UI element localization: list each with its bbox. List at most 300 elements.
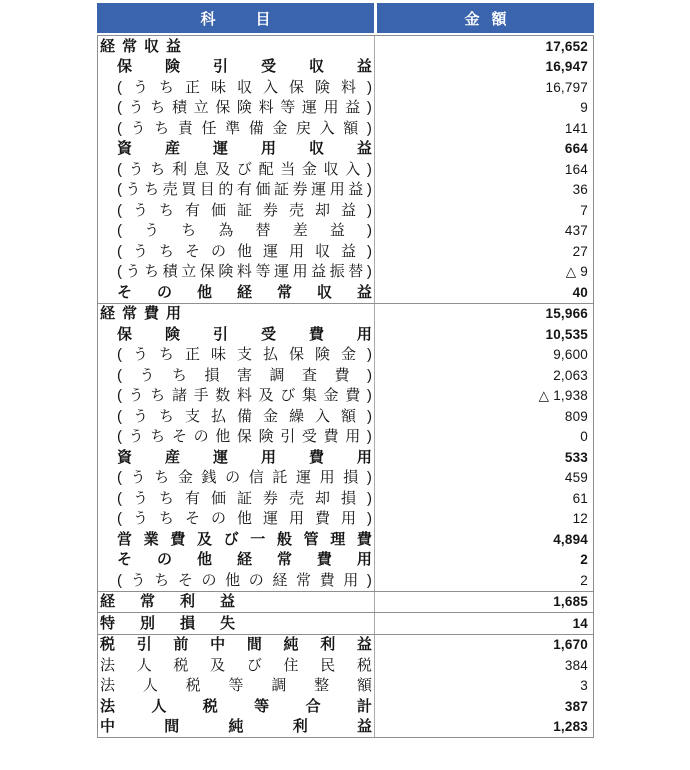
label-character: う xyxy=(132,407,148,425)
row-value: 16,797 xyxy=(545,79,588,95)
label-character: 及 xyxy=(258,387,274,405)
label-character: の xyxy=(201,571,217,589)
label-character: 替 xyxy=(255,222,271,240)
label-character: 受 xyxy=(301,428,317,446)
label-character: 中 xyxy=(100,718,116,736)
label-character: 配 xyxy=(258,160,274,178)
label-character: 調 xyxy=(271,677,287,695)
row-value: 7 xyxy=(580,202,588,218)
label-character: 有 xyxy=(184,489,200,507)
row-label xyxy=(98,304,375,325)
label-character: 人 xyxy=(136,656,152,674)
label-character: ( xyxy=(117,469,122,487)
row-value: 36 xyxy=(572,182,588,198)
label-character: ) xyxy=(366,366,372,384)
row-label xyxy=(98,386,375,407)
label-character: 任 xyxy=(201,119,217,137)
label-character: 却 xyxy=(314,201,330,219)
label-character: 前 xyxy=(173,636,189,654)
label-character: 法 xyxy=(100,697,116,715)
row-label xyxy=(98,345,375,366)
label-character: 産 xyxy=(164,448,180,466)
label-character: 当 xyxy=(280,160,296,178)
label-character: 券 xyxy=(262,201,278,219)
table-row xyxy=(98,180,593,201)
label-character: 有 xyxy=(236,181,252,199)
label-character: 目 xyxy=(199,181,215,199)
label-character: そ xyxy=(184,242,200,260)
label-character: ) xyxy=(366,571,372,589)
row-value: 9 xyxy=(580,100,588,116)
label-character: ( xyxy=(117,119,122,137)
label-character: 益 xyxy=(348,181,364,199)
label-character: 資 xyxy=(117,448,133,466)
label-character: ( xyxy=(117,160,122,178)
label-character: 引 xyxy=(212,58,228,76)
label-character: う xyxy=(144,222,160,240)
label-character: 他 xyxy=(236,510,252,528)
label-character: 常 xyxy=(295,571,311,589)
row-value: 4,894 xyxy=(553,531,588,547)
label-character: 運 xyxy=(295,469,311,487)
row-label xyxy=(98,592,375,613)
label-character: 売 xyxy=(162,181,178,199)
label-character: 息 xyxy=(193,160,209,178)
label-character: 立 xyxy=(193,99,209,117)
row-value: 61 xyxy=(572,490,588,506)
row-value: △ 9 xyxy=(565,263,588,279)
label-character: 費 xyxy=(308,448,324,466)
table-row xyxy=(98,550,593,571)
row-label xyxy=(98,529,375,550)
label-character: ) xyxy=(366,510,372,528)
row-label xyxy=(98,77,375,98)
row-value: 387 xyxy=(564,698,588,714)
table-row xyxy=(98,570,593,591)
label-character: 他 xyxy=(196,283,212,301)
label-character: ち xyxy=(171,366,187,384)
label-character: び xyxy=(280,387,296,405)
label-character: 支 xyxy=(236,346,252,364)
label-character: 価 xyxy=(210,489,226,507)
table-row xyxy=(98,529,593,550)
row-label xyxy=(98,655,375,676)
label-character: 保 xyxy=(215,99,231,117)
income-statement-table xyxy=(97,3,594,738)
label-character: 費 xyxy=(316,551,332,569)
label-character: 合 xyxy=(305,697,321,715)
label-character: 常 xyxy=(276,283,292,301)
table-row xyxy=(98,655,593,676)
label-character: 益 xyxy=(340,201,356,219)
row-value: 459 xyxy=(564,470,588,486)
label-character: 益 xyxy=(311,263,327,281)
label-character: 収 xyxy=(316,283,332,301)
label-character: 収 xyxy=(323,160,339,178)
row-label xyxy=(98,365,375,386)
label-character: う xyxy=(125,263,141,281)
label-character: 益 xyxy=(166,37,182,55)
label-character: ) xyxy=(366,99,372,117)
label-character: 業 xyxy=(143,530,159,548)
label-character: 費 xyxy=(170,530,186,548)
label-character: う xyxy=(132,201,148,219)
label-character: 料 xyxy=(236,263,252,281)
label-character: 証 xyxy=(236,489,252,507)
label-character: ち xyxy=(158,242,174,260)
label-character: 常 xyxy=(122,305,138,323)
label-character: 理 xyxy=(330,530,346,548)
row-label xyxy=(98,98,375,119)
label-character: ち xyxy=(154,469,170,487)
row-label xyxy=(98,570,375,591)
label-character: 費 xyxy=(314,510,330,528)
label-character: 用 xyxy=(356,551,372,569)
label-character: 受 xyxy=(260,58,276,76)
label-character: 険 xyxy=(236,99,252,117)
label-character: ) xyxy=(366,263,372,281)
label-character: の xyxy=(248,571,264,589)
label-character: 費 xyxy=(319,571,335,589)
label-character: 売 xyxy=(288,489,304,507)
label-character: ) xyxy=(366,469,372,487)
row-label xyxy=(98,613,375,634)
label-character: の xyxy=(156,283,172,301)
label-character: 利 xyxy=(171,160,187,178)
label-character: う xyxy=(125,181,141,199)
label-character: 運 xyxy=(212,140,228,158)
label-character: 費 xyxy=(345,387,361,405)
row-label xyxy=(98,488,375,509)
table-row xyxy=(98,282,593,303)
label-character: 費 xyxy=(308,325,324,343)
label-character: 損 xyxy=(180,614,196,632)
row-value: 2,063 xyxy=(553,367,588,383)
label-character: 費 xyxy=(356,530,372,548)
label-character: 法 xyxy=(100,677,116,695)
label-character: 諸 xyxy=(171,387,187,405)
label-character: 益 xyxy=(329,222,345,240)
label-character: 純 xyxy=(228,718,244,736)
label-character: 価 xyxy=(210,201,226,219)
label-character: ) xyxy=(366,222,372,240)
label-character: 益 xyxy=(356,58,372,76)
table-row xyxy=(98,365,593,386)
label-character: ち xyxy=(150,160,166,178)
row-value: 1,283 xyxy=(553,719,588,735)
label-character: ( xyxy=(117,428,122,446)
label-character: 備 xyxy=(236,407,252,425)
label-character: ) xyxy=(366,201,372,219)
label-character: う xyxy=(130,119,146,137)
label-character: 険 xyxy=(218,263,234,281)
label-character: ) xyxy=(366,242,372,260)
label-character: 為 xyxy=(218,222,234,240)
label-character: 査 xyxy=(301,366,317,384)
row-label xyxy=(98,200,375,221)
label-character: う xyxy=(132,346,148,364)
row-value: 437 xyxy=(564,223,588,239)
label-character: 保 xyxy=(288,346,304,364)
label-character: 経 xyxy=(100,37,116,55)
label-character: 収 xyxy=(308,140,324,158)
label-character: 積 xyxy=(162,263,178,281)
label-character: ( xyxy=(117,201,122,219)
label-character: 用 xyxy=(166,305,182,323)
label-character: 収 xyxy=(236,78,252,96)
label-character: 及 xyxy=(196,530,212,548)
label-character: 資 xyxy=(117,140,133,158)
row-value: 15,966 xyxy=(545,306,588,322)
table-section-net-income xyxy=(98,634,593,738)
label-character: ) xyxy=(366,428,372,446)
label-character: そ xyxy=(184,510,200,528)
label-character: 保 xyxy=(117,58,133,76)
label-character: 産 xyxy=(164,140,180,158)
table-row xyxy=(98,592,593,613)
label-character: 用 xyxy=(345,428,361,446)
row-label xyxy=(98,717,375,738)
label-character: 益 xyxy=(356,718,372,736)
label-character: 法 xyxy=(100,656,116,674)
table-row xyxy=(98,696,593,717)
label-character: 税 xyxy=(356,656,372,674)
label-character: 険 xyxy=(314,346,330,364)
label-character: 売 xyxy=(288,201,304,219)
label-character: 中 xyxy=(210,636,226,654)
label-character: 的 xyxy=(218,181,234,199)
table-row xyxy=(98,36,593,57)
label-character: う xyxy=(132,510,148,528)
label-character: 人 xyxy=(142,677,158,695)
label-character: ) xyxy=(366,346,372,364)
label-character: 営 xyxy=(117,530,133,548)
label-character: 料 xyxy=(236,387,252,405)
column-header-amount xyxy=(377,3,594,33)
label-character: 経 xyxy=(272,571,288,589)
label-character: う xyxy=(132,489,148,507)
label-character: 益 xyxy=(345,99,361,117)
table-row xyxy=(98,386,593,407)
label-character: 計 xyxy=(356,697,372,715)
label-character: ち xyxy=(158,510,174,528)
table-row xyxy=(98,635,593,656)
label-character: 経 xyxy=(100,593,116,611)
label-character: 価 xyxy=(255,181,271,199)
table-row xyxy=(98,345,593,366)
table-row xyxy=(98,676,593,697)
label-character: 等 xyxy=(228,677,244,695)
label-character: そ xyxy=(171,428,187,446)
label-character: 払 xyxy=(262,346,278,364)
label-character: 収 xyxy=(314,242,330,260)
label-character: 金 xyxy=(262,407,278,425)
label-character: 税 xyxy=(185,677,201,695)
row-value: 809 xyxy=(564,408,588,424)
label-character: 用 xyxy=(343,571,359,589)
row-value: 14 xyxy=(572,615,588,631)
label-character: び xyxy=(246,656,262,674)
label-character: 益 xyxy=(356,636,372,654)
label-character: 正 xyxy=(184,346,200,364)
label-character: 払 xyxy=(210,407,226,425)
label-character: 収 xyxy=(308,58,324,76)
label-character: 引 xyxy=(280,428,296,446)
label-character: 運 xyxy=(262,510,278,528)
label-character: 他 xyxy=(215,428,231,446)
table-section-extraordinary-losses xyxy=(98,612,593,634)
label-character: 費 xyxy=(323,428,339,446)
table-row xyxy=(98,241,593,262)
label-character: ( xyxy=(117,263,122,281)
row-value: 3 xyxy=(580,678,588,694)
row-label xyxy=(98,468,375,489)
label-character: 用 xyxy=(340,510,356,528)
label-character: 益 xyxy=(356,140,372,158)
label-character: 険 xyxy=(258,428,274,446)
table-section-ordinary-income xyxy=(98,36,593,303)
label-character: 保 xyxy=(288,78,304,96)
row-label xyxy=(98,221,375,242)
label-character: 用 xyxy=(292,263,308,281)
label-character: 額 xyxy=(491,10,507,28)
label-character: 有 xyxy=(184,201,200,219)
label-character: 他 xyxy=(236,242,252,260)
row-value: 664 xyxy=(564,141,588,157)
label-character: 用 xyxy=(288,242,304,260)
label-character: 数 xyxy=(215,387,231,405)
label-character: の xyxy=(193,428,209,446)
label-character: び xyxy=(223,530,239,548)
label-character: 運 xyxy=(212,448,228,466)
label-character: ち xyxy=(158,201,174,219)
label-character: ( xyxy=(117,181,122,199)
table-row xyxy=(98,613,593,634)
label-character: の xyxy=(210,510,226,528)
label-character: 託 xyxy=(272,469,288,487)
label-character: ) xyxy=(366,119,372,137)
table-row xyxy=(98,304,593,325)
label-character: ち xyxy=(144,263,160,281)
label-character: 目 xyxy=(255,10,271,28)
row-value: 164 xyxy=(564,161,588,177)
row-label xyxy=(98,262,375,283)
label-character: そ xyxy=(177,571,193,589)
row-value: 2 xyxy=(580,572,588,588)
label-character: 集 xyxy=(301,387,317,405)
label-character: 用 xyxy=(260,448,276,466)
label-character: 額 xyxy=(340,407,356,425)
label-character: 民 xyxy=(320,656,336,674)
label-character: ち xyxy=(150,99,166,117)
row-label xyxy=(98,139,375,160)
label-character: 税 xyxy=(100,636,116,654)
label-character: の xyxy=(156,551,172,569)
label-character: 費 xyxy=(144,305,160,323)
label-character: 管 xyxy=(303,530,319,548)
label-character: 入 xyxy=(262,78,278,96)
label-character: ( xyxy=(117,78,122,96)
label-character: 険 xyxy=(164,325,180,343)
label-character: 運 xyxy=(274,263,290,281)
table-row xyxy=(98,406,593,427)
label-character: 常 xyxy=(122,37,138,55)
label-character: ( xyxy=(117,571,122,589)
label-character: 額 xyxy=(343,119,359,137)
label-character: ) xyxy=(366,407,372,425)
row-label xyxy=(98,696,375,717)
row-label xyxy=(98,159,375,180)
label-character: 害 xyxy=(236,366,252,384)
label-character: び xyxy=(236,160,252,178)
table-row xyxy=(98,118,593,139)
label-character: ち xyxy=(154,571,170,589)
label-character: 経 xyxy=(236,551,252,569)
label-character: 却 xyxy=(314,489,330,507)
label-character: ) xyxy=(366,181,372,199)
label-character: ( xyxy=(117,407,122,425)
label-character: 間 xyxy=(246,636,262,654)
row-label xyxy=(98,324,375,345)
label-character: う xyxy=(128,99,144,117)
label-character: ( xyxy=(117,99,122,117)
label-character: ) xyxy=(366,78,372,96)
label-character: 税 xyxy=(173,656,189,674)
label-character: 収 xyxy=(144,37,160,55)
label-character: 入 xyxy=(319,119,335,137)
label-character: 運 xyxy=(301,99,317,117)
table-row xyxy=(98,427,593,448)
label-character: ( xyxy=(117,366,122,384)
label-character: ) xyxy=(366,489,372,507)
label-character: 住 xyxy=(283,656,299,674)
row-value: 141 xyxy=(564,120,588,136)
label-character: 常 xyxy=(140,593,156,611)
label-character: 損 xyxy=(204,366,220,384)
row-label xyxy=(98,427,375,448)
label-character: ( xyxy=(117,489,122,507)
row-value: 1,670 xyxy=(553,637,588,653)
label-character: 経 xyxy=(100,305,116,323)
label-character: 科 xyxy=(200,10,216,28)
label-character: ち xyxy=(158,489,174,507)
label-character: う xyxy=(139,366,155,384)
label-character: う xyxy=(130,571,146,589)
label-character: う xyxy=(128,160,144,178)
label-character: 用 xyxy=(260,140,276,158)
label-character: 料 xyxy=(258,99,274,117)
label-character: ち xyxy=(158,346,174,364)
table-row xyxy=(98,200,593,221)
label-character: 責 xyxy=(177,119,193,137)
table-row xyxy=(98,77,593,98)
table-header-row xyxy=(97,3,594,33)
row-value: 40 xyxy=(572,284,588,300)
label-character: 損 xyxy=(343,469,359,487)
label-character: 費 xyxy=(334,366,350,384)
column-header-item-label xyxy=(200,8,270,29)
label-character: 益 xyxy=(340,242,356,260)
label-character: 引 xyxy=(136,636,152,654)
row-value: 12 xyxy=(572,511,588,527)
label-character: 整 xyxy=(314,677,330,695)
label-character: 入 xyxy=(314,407,330,425)
label-character: 保 xyxy=(117,325,133,343)
label-character: 額 xyxy=(356,677,372,695)
label-character: 一 xyxy=(250,530,266,548)
table-row xyxy=(98,447,593,468)
label-character: ( xyxy=(117,510,122,528)
